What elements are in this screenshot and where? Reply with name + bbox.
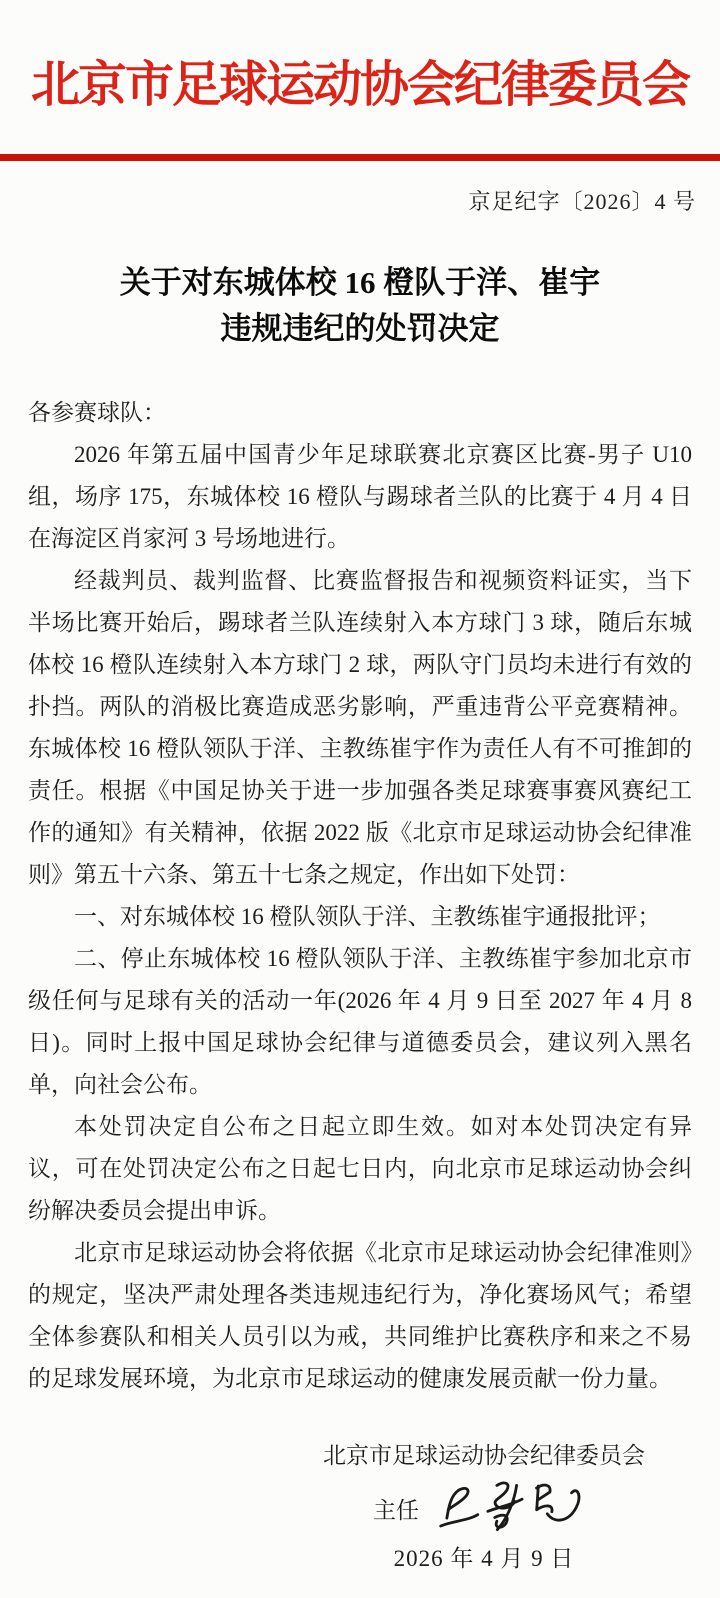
paragraph: 一、对东城体校 16 橙队领队于洋、主教练崔宇通报批评；	[74, 904, 661, 929]
signer-role-label: 主任	[373, 1497, 419, 1523]
paragraph-list	[28, 434, 692, 1400]
paragraph: 经裁判员、裁判监督、比赛监督报告和视频资料证实，当下半场比赛开始后，踢球者兰队连续射入本方球门 3 球，随后东城体校 16 橙队连续射入本方球门 2 球，两队守门员均未进行有效的扑挡。两队的消极比赛造成恶劣影响，严重违背公平竞赛精神。东城体校 16 橙队领队于洋、主教练崔宇作为责任人有不可推卸的责任。根据《中国足协关于进一步加强各类足球赛事赛风赛纪工作的通知》有关精神，依据 2022 版《北京市足球运动协会纪律准则》第五十六条、第五十七条之规定，作出如下处罚：	[28, 568, 692, 887]
paragraph: 本处罚决定自公布之日起立即生效。如对本处罚决定有异议，可在处罚决定公布之日起七日内，向北京市足球运动协会纠纷解决委员会提出申诉。	[28, 1114, 692, 1223]
signature-row	[316, 1478, 652, 1538]
document-title	[0, 260, 720, 352]
paragraph: 二、停止东城体校 16 橙队领队于洋、主教练崔宇参加北京市级任何与足球有关的活动一年(2026 年 4 月 9 日至 2027 年 4 月 8 日)。同时上报中国足球协会纪律与道德委员会，建议列入黑名单，向社会公布。	[28, 946, 692, 1097]
paragraph: 2026 年第五届中国青少年足球联赛北京赛区比赛-男子 U10 组，场序 175，东城体校 16 橙队与踢球者兰队的比赛于 4 月 4 日在海淀区肖家河 3 号场地进行。	[28, 442, 692, 551]
document-title-line2: 违规违纪的处罚决定	[220, 311, 500, 346]
paragraph: 北京市足球运动协会将依据《北京市足球运动协会纪律准则》的规定，坚决严肃处理各类违规违纪行为，净化赛场风气；希望全体参赛队和相关人员引以为戒，共同维护比赛秩序和来之不易的足球发展环境，为北京市足球运动的健康发展贡献一份力量。	[28, 1240, 692, 1391]
signoff-block	[316, 1440, 652, 1573]
salutation: 各参赛球队：	[28, 400, 166, 425]
issuing-org-masthead: 北京市足球运动协会纪律委员会	[30, 57, 689, 112]
red-divider-rule	[0, 154, 720, 161]
signature-handwriting-icon	[433, 1473, 596, 1543]
signoff-date: 2026 年 4 月 9 日	[393, 1546, 575, 1571]
document-number: 京足纪字〔2026〕4 号	[468, 189, 696, 214]
document-title-line1: 关于对东城体校 16 橙队于洋、崔宇	[119, 265, 601, 300]
document-body	[28, 392, 692, 1436]
signoff-org-name: 北京市足球运动协会纪律委员会	[323, 1443, 645, 1468]
